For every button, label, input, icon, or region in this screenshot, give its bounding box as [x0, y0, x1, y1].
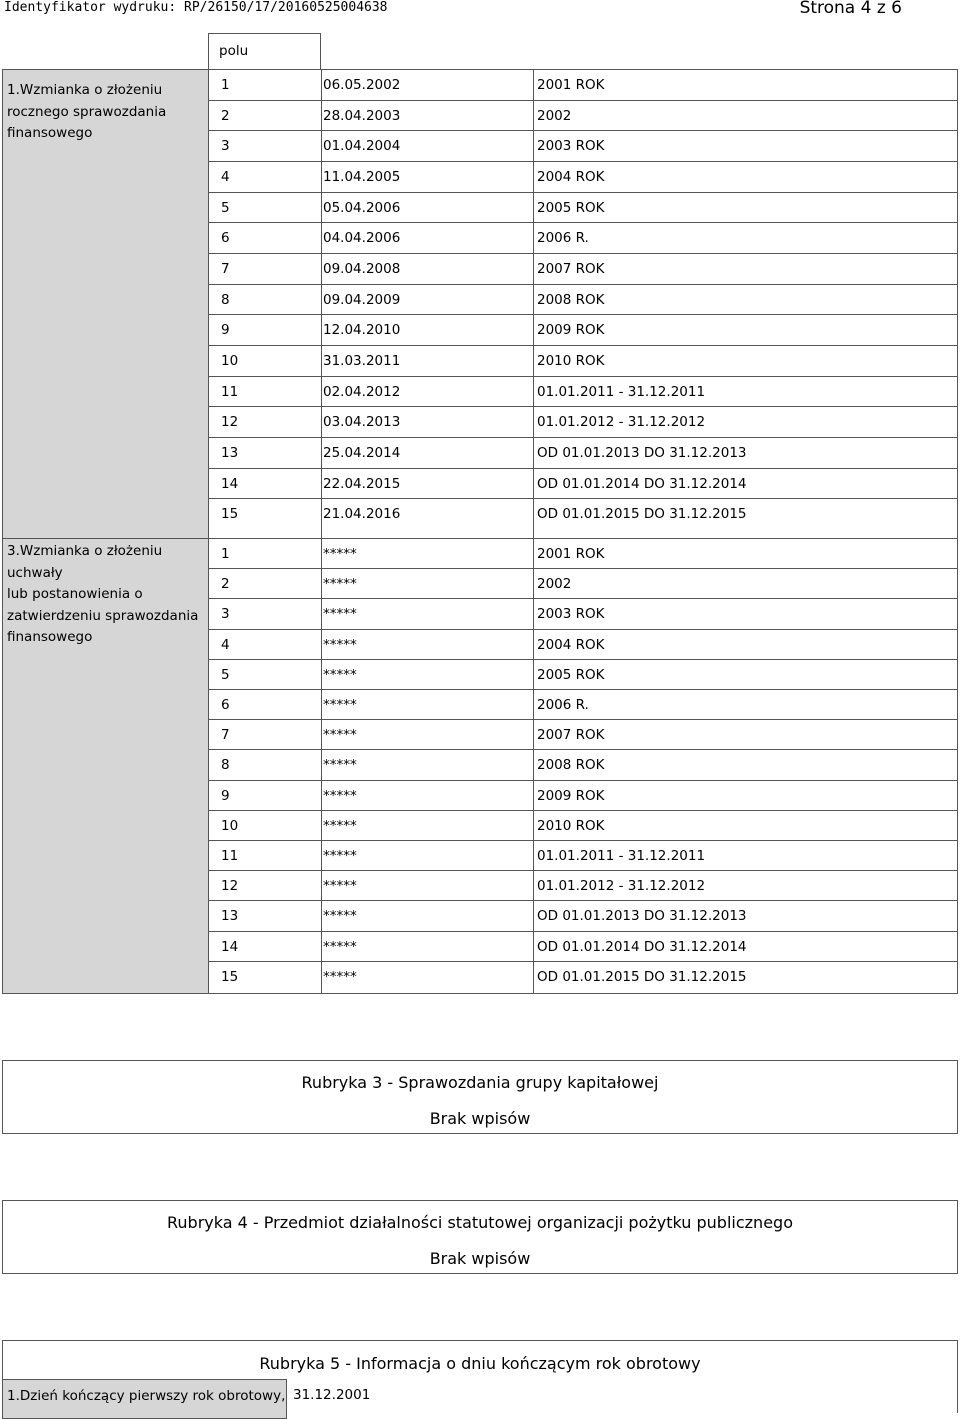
row-number: 12	[221, 414, 239, 431]
table-row	[209, 499, 957, 530]
row-period: 2007 ROK	[537, 261, 605, 278]
row-period: 2005 ROK	[537, 199, 605, 216]
row-period: OD 01.01.2014 DO 31.12.2014	[537, 938, 747, 955]
row-number: 3	[221, 138, 230, 155]
rubryka3-empty-note: Brak wpisów	[429, 1109, 531, 1128]
table-row	[209, 690, 957, 720]
table-row	[209, 901, 957, 931]
row-number: 6	[221, 230, 230, 247]
row-number: 13	[221, 445, 239, 462]
row-date: 04.04.2006	[323, 230, 401, 247]
row-period: 2003 ROK	[537, 606, 605, 623]
row-number: 8	[221, 757, 230, 774]
row-number: 6	[221, 697, 230, 713]
rubryka5-title: Rubryka 5 - Informacja o dniu kończącym rok obrotowy	[259, 1354, 701, 1373]
row-period: 01.01.2011 - 31.12.2011	[537, 848, 706, 864]
row-number: 5	[221, 199, 230, 216]
table-row	[209, 70, 957, 101]
row-period: 2009 ROK	[537, 787, 605, 804]
row-date: *****	[323, 727, 357, 744]
row-period: 01.01.2012 - 31.12.2012	[537, 878, 706, 895]
row-number: 15	[221, 506, 239, 523]
row-date: *****	[323, 938, 357, 955]
section3-label-line: zatwierdzeniu sprawozdania	[7, 607, 199, 624]
row-number: 9	[221, 787, 230, 804]
row-date: 28.04.2003	[323, 107, 401, 124]
row-date: 12.04.2010	[323, 322, 401, 339]
row-period: 2010 ROK	[537, 353, 605, 370]
table-row	[209, 162, 957, 193]
rubryka4-title: Rubryka 4 - Przedmiot działalności statutowej organizacji pożytku publicznego	[167, 1213, 793, 1232]
section1-label-line: finansowego	[7, 125, 93, 141]
row-date: *****	[323, 666, 357, 683]
table-row	[209, 285, 957, 316]
row-date: 02.04.2012	[323, 383, 401, 400]
row-date: 09.04.2009	[323, 291, 401, 308]
table-row	[209, 438, 957, 469]
page-number: Strona 4 z 6	[799, 0, 902, 18]
rubryka5-box	[2, 1340, 958, 1413]
row-date: *****	[323, 787, 357, 804]
row-period: OD 01.01.2013 DO 31.12.2013	[537, 908, 747, 925]
table-row	[209, 407, 957, 438]
row-number: 8	[221, 291, 230, 308]
row-date: 25.04.2014	[323, 445, 401, 462]
table-row	[209, 660, 957, 690]
rubryka5-field-value: 31.12.2001	[293, 1387, 371, 1403]
rubryka4-box	[2, 1200, 958, 1274]
table-row	[209, 131, 957, 162]
table-row	[209, 315, 957, 346]
row-period: 2010 ROK	[537, 817, 605, 834]
row-date: *****	[323, 878, 357, 895]
table-row	[209, 630, 957, 660]
row-date: *****	[323, 817, 357, 834]
row-date: *****	[323, 757, 357, 774]
row-number: 10	[221, 817, 239, 834]
row-number: 5	[221, 666, 230, 683]
rubryka5-field-label-cell	[2, 1379, 287, 1419]
page-header	[0, 0, 960, 26]
row-number: 3	[221, 606, 230, 623]
row-date: 31.03.2011	[323, 353, 401, 370]
row-period: 2005 ROK	[537, 666, 605, 683]
row-date: 22.04.2015	[323, 475, 401, 492]
table-row	[209, 101, 957, 132]
row-number: 15	[221, 968, 239, 985]
row-period: 2006 R.	[537, 697, 589, 713]
table-row	[209, 569, 957, 599]
row-number: 9	[221, 322, 230, 339]
row-number: 10	[221, 353, 239, 370]
table-row	[209, 750, 957, 780]
row-period: OD 01.01.2015 DO 31.12.2015	[537, 506, 747, 523]
row-date: *****	[323, 697, 357, 713]
rubryka3-title: Rubryka 3 - Sprawozdania grupy kapitałowej	[301, 1073, 659, 1092]
section3-label-line: lub postanowienia o	[7, 586, 143, 602]
row-number: 12	[221, 878, 239, 895]
row-number: 2	[221, 107, 230, 124]
row-number: 2	[221, 576, 230, 593]
rubryka5-field-label: 1.Dzień kończący pierwszy rok obrotowy,	[7, 1388, 286, 1404]
table-row	[209, 720, 957, 750]
row-period: 2009 ROK	[537, 322, 605, 339]
section3-label-line: 3.Wzmianka o złożeniu uchwały	[7, 543, 163, 581]
print-identifier: Identyfikator wydruku: RP/26150/17/20160525004638	[4, 0, 388, 15]
row-date: *****	[323, 546, 357, 562]
field-name-cell	[208, 33, 321, 70]
row-number: 1	[221, 77, 230, 93]
row-period: 2007 ROK	[537, 727, 605, 744]
table-row	[209, 932, 957, 962]
section1-table	[208, 69, 958, 539]
row-date: *****	[323, 576, 357, 593]
row-number: 14	[221, 475, 239, 492]
section3-table	[208, 538, 958, 994]
row-period: 2004 ROK	[537, 636, 605, 653]
row-date: *****	[323, 968, 357, 985]
row-date: 11.04.2005	[323, 169, 401, 185]
table-row	[209, 346, 957, 377]
row-number: 7	[221, 727, 230, 744]
row-period: 2008 ROK	[537, 291, 605, 308]
rubryka4-empty-note: Brak wpisów	[429, 1249, 531, 1268]
table-row	[209, 871, 957, 901]
table-row	[209, 469, 957, 500]
section3-label	[7, 541, 208, 649]
table-row	[209, 599, 957, 629]
table-row	[209, 539, 957, 569]
section1-label-line: 1.Wzmianka o złożeniu	[7, 82, 163, 98]
row-period: 01.01.2012 - 31.12.2012	[537, 414, 706, 431]
section1-label	[7, 80, 166, 145]
row-date: *****	[323, 908, 357, 925]
row-number: 4	[221, 636, 230, 653]
section1-label-line: rocznego sprawozdania	[7, 103, 167, 120]
row-date: *****	[323, 636, 357, 653]
row-date: 03.04.2013	[323, 414, 401, 431]
row-number: 14	[221, 938, 239, 955]
table-row	[209, 841, 957, 871]
row-date: 01.04.2004	[323, 138, 401, 155]
row-period: OD 01.01.2015 DO 31.12.2015	[537, 968, 747, 985]
row-date: *****	[323, 606, 357, 623]
row-number: 11	[221, 848, 239, 864]
field-name-label: polu	[219, 43, 249, 59]
row-number: 11	[221, 383, 239, 400]
row-period: 2008 ROK	[537, 757, 605, 774]
row-date: *****	[323, 848, 357, 864]
row-date: 21.04.2016	[323, 506, 401, 523]
row-period: 2003 ROK	[537, 138, 605, 155]
row-number: 1	[221, 546, 230, 562]
row-period: OD 01.01.2014 DO 31.12.2014	[537, 475, 747, 492]
row-period: 2006 R.	[537, 230, 589, 247]
row-period: 2002	[537, 107, 572, 124]
rubryka3-box	[2, 1060, 958, 1134]
row-number: 7	[221, 261, 230, 278]
table-row	[209, 377, 957, 408]
section3-label-cell	[2, 538, 209, 994]
table-row	[209, 781, 957, 811]
table-row	[209, 962, 957, 992]
row-number: 13	[221, 908, 239, 925]
row-period: 2002	[537, 576, 572, 593]
table-row	[209, 811, 957, 841]
row-date: 09.04.2008	[323, 261, 401, 278]
row-period: 01.01.2011 - 31.12.2011	[537, 383, 706, 400]
row-period: OD 01.01.2013 DO 31.12.2013	[537, 445, 747, 462]
table-row	[209, 254, 957, 285]
row-period: 2004 ROK	[537, 169, 605, 185]
row-number: 4	[221, 169, 230, 185]
table-row	[209, 193, 957, 224]
row-period: 2001 ROK	[537, 546, 605, 562]
section3-label-line: finansowego	[7, 629, 93, 645]
row-period: 2001 ROK	[537, 77, 605, 93]
table-row	[209, 223, 957, 254]
row-date: 06.05.2002	[323, 77, 401, 93]
section1-label-cell	[2, 69, 209, 539]
row-date: 05.04.2006	[323, 199, 401, 216]
